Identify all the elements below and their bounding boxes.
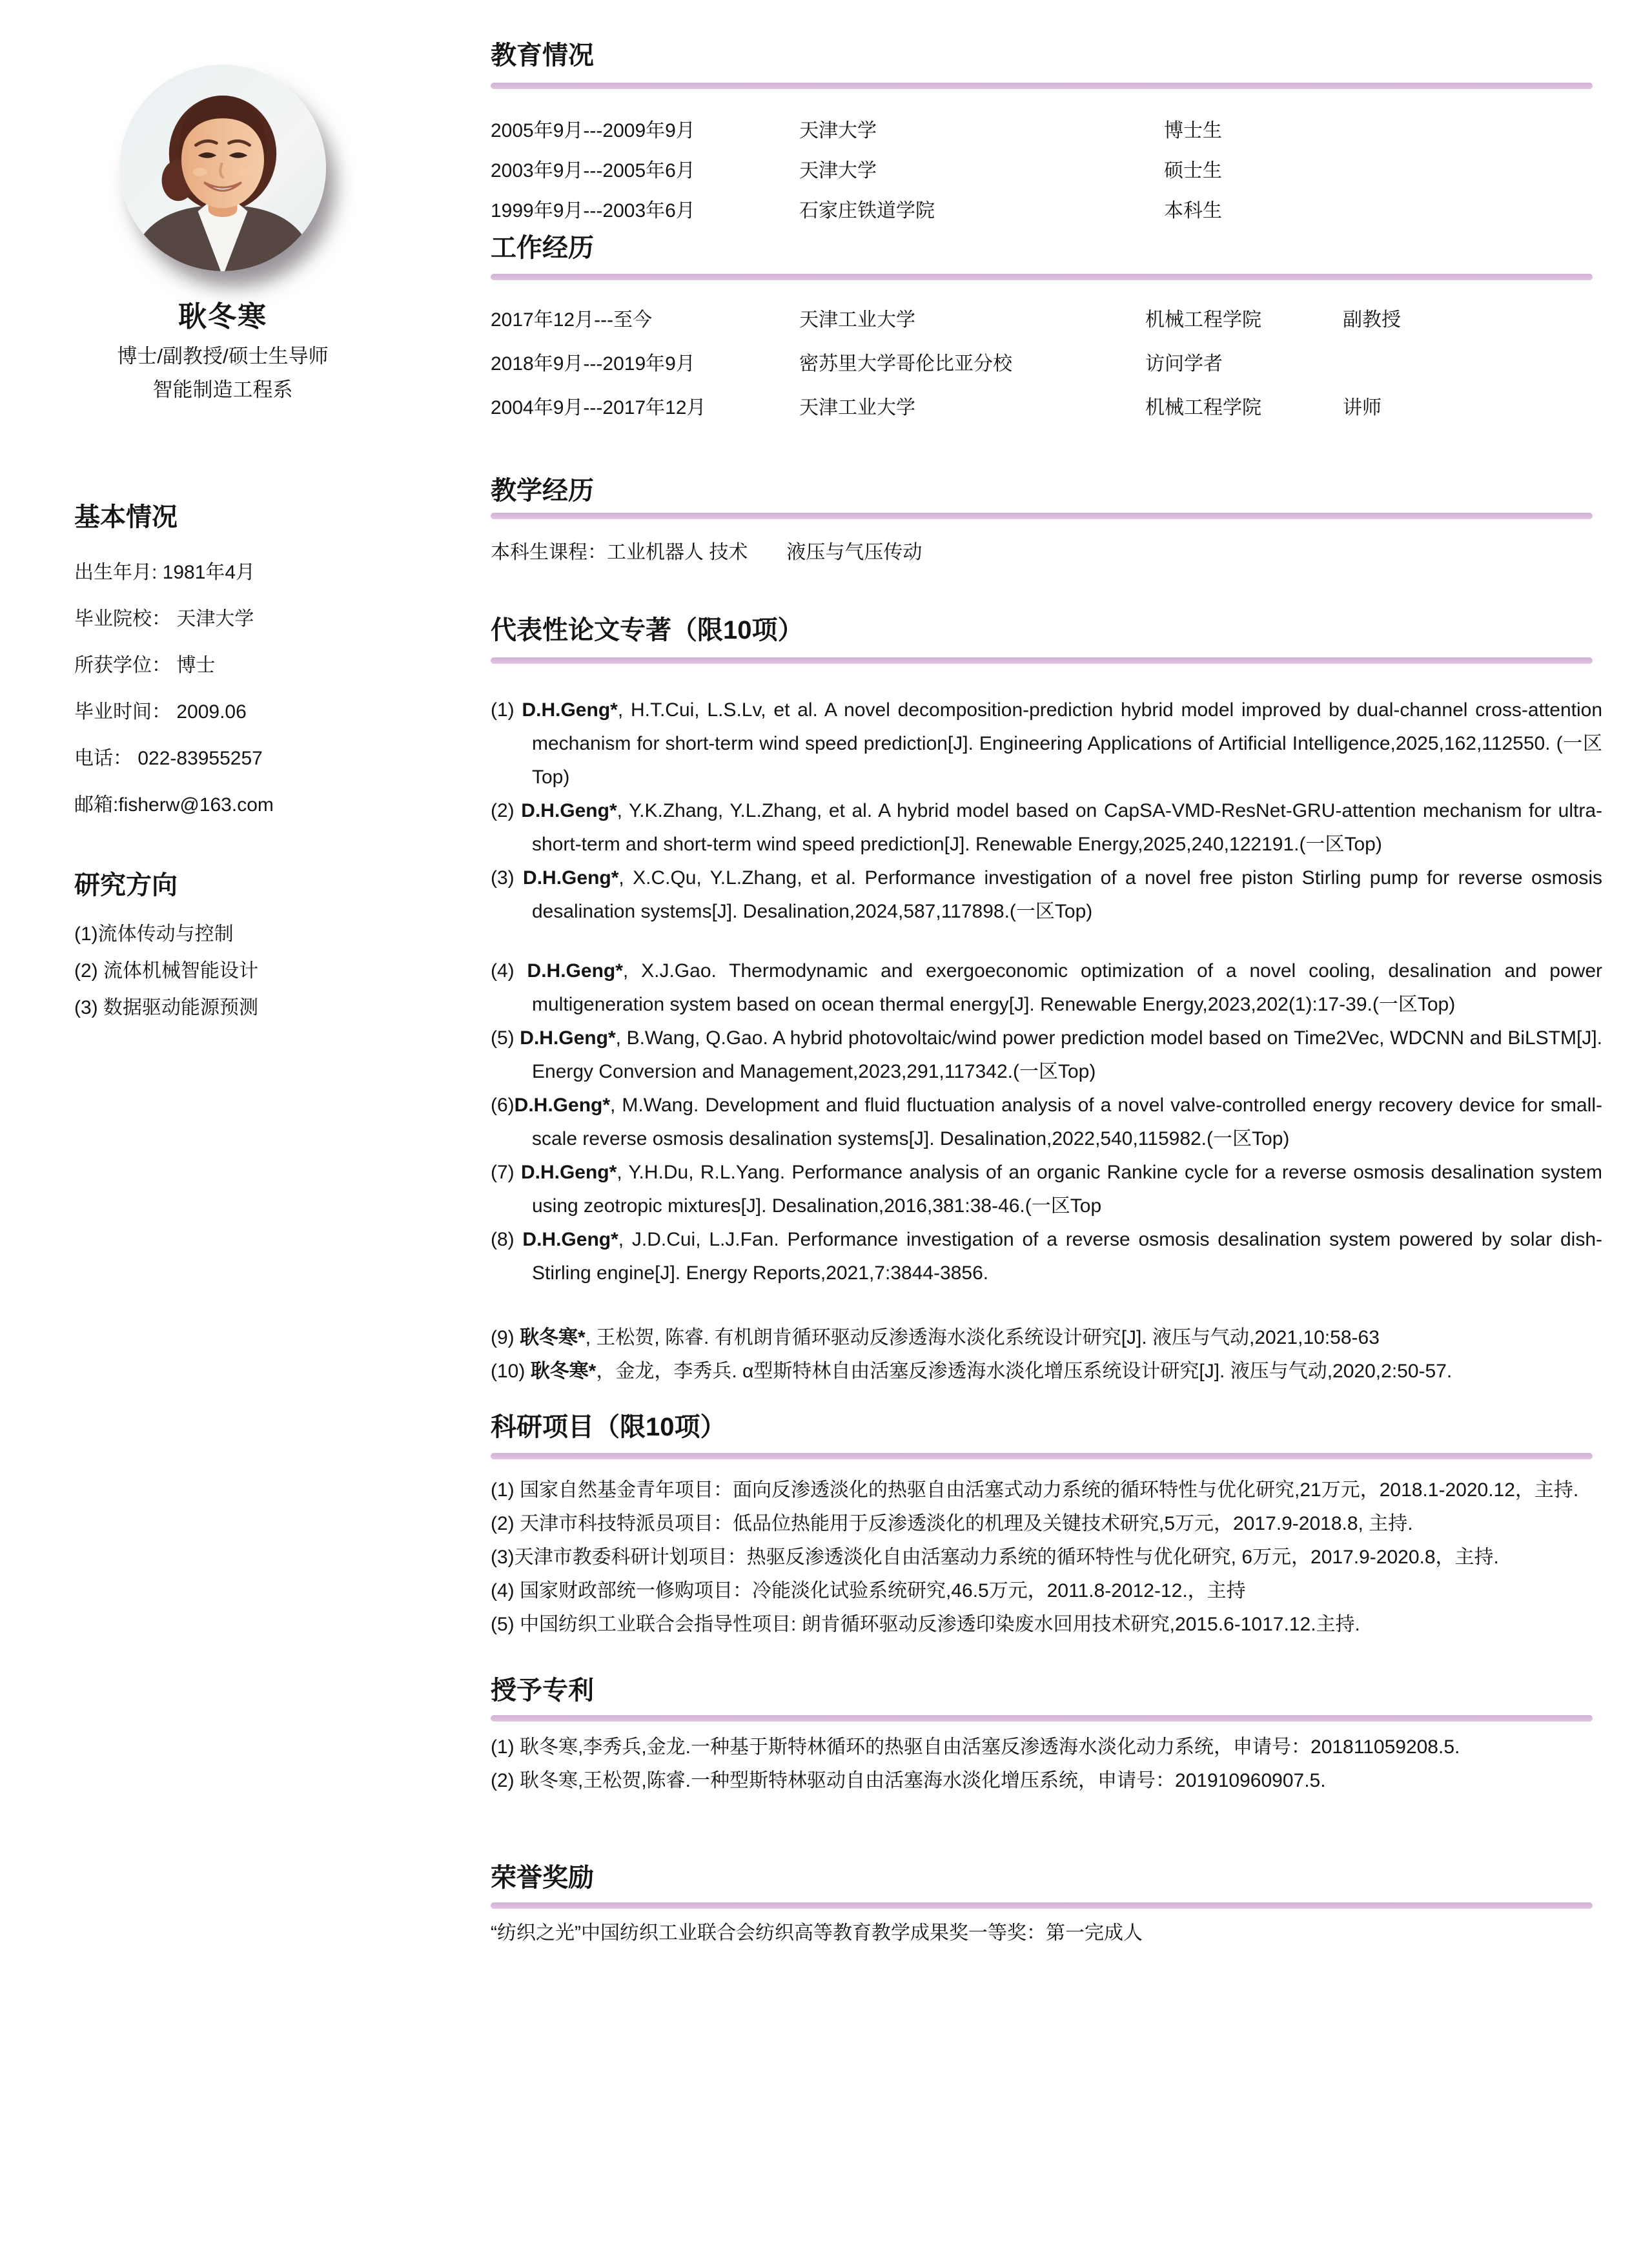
pub-number: (8)	[491, 1229, 523, 1250]
publication-item	[491, 1022, 1602, 1089]
teaching-heading: 教学经历	[491, 477, 594, 505]
edu-degree: 本科生	[1164, 200, 1222, 221]
pub-lead-author: 耿冬寒*	[520, 1327, 586, 1348]
section-patents	[491, 1675, 1602, 1798]
pub-citation: , H.T.Cui, L.S.Lv, et al. A novel decomposition-prediction hybrid model improved by dual-channel cross-attention mechanism for short-term wind speed prediction[J]. Engineering Applications of Artificial Intelligence,2025,162,112550. (一区Top)	[532, 699, 1603, 788]
edu-period: 2003年9月---2005年6月	[491, 160, 695, 181]
work-period: 2004年9月---2017年12月	[491, 397, 706, 418]
section-projects	[491, 1412, 1602, 1641]
education-row	[491, 189, 1602, 229]
publication-item	[491, 954, 1602, 1022]
pub-lead-author: D.H.Geng*	[522, 1229, 618, 1250]
patents-list	[491, 1731, 1602, 1798]
publications-heading: 代表性论文专著（限10项）	[491, 616, 804, 644]
person-department: 智能制造工程系	[152, 378, 293, 401]
pub-lead-author: D.H.Geng*	[523, 867, 619, 889]
portrait-illustration	[119, 65, 326, 271]
profile-photo	[119, 65, 326, 271]
pub-citation: , Y.K.Zhang, Y.L.Zhang, et al. A hybrid model based on CapSA-VMD-ResNet-GRU-attention mechanism for ultra-short-term and short-term wind speed prediction[J]. Renewable Energy,2025,240,122191.(一区Top)	[532, 800, 1603, 855]
project-item: (1) 国家自然基金青年项目：面向反渗透淡化的热驱自由活塞式动力系统的循环特性与优化研究,21万元，2018.1-2020.12，主持.	[491, 1479, 1579, 1501]
work-title: 讲师	[1343, 397, 1382, 418]
pub-number: (2)	[491, 800, 522, 821]
publication-item	[491, 1355, 1602, 1388]
pub-citation: , 王松贺, 陈睿. 有机朗肯循环驱动反渗透海水淡化系统设计研究[J]. 液压与气动,2021,10:58-63	[585, 1327, 1380, 1348]
info-item-birth: 出生年月: 1981年4月	[74, 562, 256, 583]
section-divider	[491, 83, 1593, 89]
section-divider	[491, 1902, 1593, 1909]
basic-info-list	[74, 562, 420, 816]
info-item-email: 邮箱:fisherw@163.com	[74, 794, 274, 816]
section-divider	[491, 1715, 1593, 1722]
publication-item	[491, 1156, 1602, 1223]
person-titles: 博士/副教授/硕士生导师	[117, 345, 329, 367]
edu-school: 天津大学	[799, 120, 877, 141]
section-education	[491, 40, 1602, 229]
work-dept: 机械工程学院	[1145, 397, 1261, 418]
info-item-graduation: 毕业时间： 2009.06	[74, 701, 247, 723]
pub-citation: , M.Wang. Development and fluid fluctuation analysis of a novel valve-controlled energy recovery device for small-scale reverse osmosis desalination systems[J]. Desalination,2022,540,115982.(一区Top)	[532, 1095, 1602, 1149]
section-divider	[491, 1453, 1593, 1459]
publication-item	[491, 1223, 1602, 1290]
info-item-school: 毕业院校： 天津大学	[74, 608, 254, 630]
edu-degree: 博士生	[1164, 120, 1222, 141]
section-honors	[491, 1862, 1602, 1946]
research-item: (2) 流体机械智能设计	[74, 960, 258, 982]
projects-heading: 科研项目（限10项）	[491, 1413, 726, 1441]
publication-item	[491, 861, 1602, 929]
pub-number: (6)	[491, 1095, 515, 1116]
patent-item: (1) 耿冬寒,李秀兵,金龙.一种基于斯特林循环的热驱自由活塞反渗透海水淡化动力系统，申请号：201811059208.5.	[491, 1736, 1460, 1758]
pub-number: (9)	[491, 1327, 520, 1348]
pub-citation: , B.Wang, Q.Gao. A hybrid photovoltaic/wind power prediction model based on Time2Vec, WDCNN and BiLSTM[J]. Energy Conversion and Management,2023,291,117342.(一区Top)	[532, 1027, 1603, 1082]
research-item: (1)流体传动与控制	[74, 923, 234, 945]
basic-info-heading: 基本情况	[74, 503, 178, 531]
pub-number: (4)	[491, 960, 527, 982]
pub-citation: , X.C.Qu, Y.L.Zhang, et al. Performance investigation of a novel free piston Stirling pump for reverse osmosis desalination systems[J]. Desalination,2024,587,117898.(一区Top)	[532, 867, 1602, 922]
edu-degree: 硕士生	[1164, 160, 1222, 181]
work-period: 2017年12月---至今	[491, 309, 653, 331]
work-dept: 机械工程学院	[1145, 309, 1261, 331]
section-divider	[491, 657, 1593, 664]
honor-item: “纺织之光”中国纺织工业联合会纺织高等教育教学成果奖一等奖：第一完成人	[491, 1922, 1143, 1944]
education-row	[491, 149, 1602, 189]
pub-citation: , J.D.Cui, L.J.Fan. Performance investigation of a reverse osmosis desalination system powered by solar dish-Stirling engine[J]. Energy Reports,2021,7:3844-3856.	[532, 1229, 1602, 1284]
section-divider	[491, 513, 1593, 519]
research-item: (3) 数据驱动能源预测	[74, 997, 258, 1018]
work-org: 天津工业大学	[799, 397, 915, 418]
edu-period: 2005年9月---2009年9月	[491, 120, 695, 141]
info-item-phone: 电话： 022-83955257	[74, 748, 263, 769]
patent-item: (2) 耿冬寒,王松贺,陈睿.一种型斯特林驱动自由活塞海水淡化增压系统，申请号：201910960907.5.	[491, 1770, 1326, 1791]
pub-number: (1)	[491, 699, 522, 721]
education-table	[491, 108, 1602, 229]
projects-list	[491, 1474, 1602, 1641]
honors-heading: 荣誉奖励	[491, 1864, 594, 1892]
course-line: 本科生课程：工业机器人 技术 液压与气压传动	[491, 542, 923, 563]
pub-lead-author: 耿冬寒*	[530, 1361, 597, 1382]
work-table	[491, 296, 1602, 427]
education-row	[491, 108, 1602, 149]
edu-period: 1999年9月---2003年6月	[491, 200, 695, 221]
publications-list	[491, 694, 1602, 1388]
pub-number: (10)	[491, 1361, 531, 1382]
work-dept: 访问学者	[1145, 353, 1223, 375]
edu-school: 天津大学	[799, 160, 877, 181]
patents-heading: 授予专利	[491, 1676, 594, 1705]
work-period: 2018年9月---2019年9月	[491, 353, 695, 375]
work-row	[491, 384, 1602, 427]
person-name: 耿冬寒	[178, 301, 267, 333]
project-item: (3)天津市教委科研计划项目：热驱反渗透淡化自由活塞动力系统的循环特性与优化研究, 6万元，2017.9-2020.8，主持.	[491, 1547, 1499, 1568]
work-org: 天津工业大学	[799, 309, 915, 331]
pub-lead-author: D.H.Geng*	[522, 699, 618, 721]
sidebar	[26, 0, 420, 2264]
research-list	[74, 923, 420, 1019]
publication-item	[491, 1321, 1602, 1355]
main-content	[491, 0, 1602, 1946]
pub-citation: ，金龙，李秀兵. α型斯特林自由活塞反渗透海水淡化增压系统设计研究[J]. 液压与气动,2020,2:50-57.	[596, 1361, 1453, 1382]
pub-citation: , X.J.Gao. Thermodynamic and exergoeconomic optimization of a novel cooling, desalination and power multigeneration system based on ocean thermal energy[J]. Renewable Energy,2023,202(1):17-39.(一区Top)	[532, 960, 1602, 1015]
info-item-degree: 所获学位： 博士	[74, 655, 216, 676]
pub-lead-author: D.H.Geng*	[521, 800, 617, 821]
work-heading: 工作经历	[491, 234, 594, 262]
publication-item	[491, 1089, 1602, 1156]
section-work	[491, 232, 1602, 427]
education-heading: 教育情况	[491, 41, 594, 70]
pub-number: (7)	[491, 1162, 521, 1183]
publication-item	[491, 694, 1602, 794]
pub-lead-author: D.H.Geng*	[514, 1095, 611, 1116]
publication-item	[491, 794, 1602, 861]
edu-school: 石家庄铁道学院	[799, 200, 935, 221]
pub-number: (3)	[491, 867, 524, 889]
research-heading: 研究方向	[74, 871, 178, 900]
work-row	[491, 296, 1602, 340]
pub-number: (5)	[491, 1027, 520, 1049]
work-org: 密苏里大学哥伦比亚分校	[799, 353, 1012, 375]
section-divider	[491, 274, 1593, 280]
section-publications	[491, 615, 1602, 1388]
pub-citation: , Y.H.Du, R.L.Yang. Performance analysis of an organic Rankine cycle for a reverse osmosis desalination system using zeotropic mixtures[J]. Desalination,2016,381:38-46.(一区Top	[532, 1162, 1602, 1217]
work-title: 副教授	[1343, 309, 1401, 331]
pub-lead-author: D.H.Geng*	[520, 1162, 617, 1183]
pub-lead-author: D.H.Geng*	[520, 1027, 616, 1049]
pub-lead-author: D.H.Geng*	[527, 960, 623, 982]
project-item: (4) 国家财政部统一修购项目：冷能淡化试验系统研究,46.5万元，2011.8-2012-12.，主持	[491, 1580, 1246, 1601]
project-item: (2) 天津市科技特派员项目：低品位热能用于反渗透淡化的机理及关键技术研究,5万元，2017.9-2018.8, 主持.	[491, 1513, 1413, 1534]
section-teaching	[491, 475, 1602, 566]
work-row	[491, 340, 1602, 384]
project-item: (5) 中国纺织工业联合会指导性项目: 朗肯循环驱动反渗透印染废水回用技术研究,2015.6-1017.12.主持.	[491, 1614, 1360, 1635]
